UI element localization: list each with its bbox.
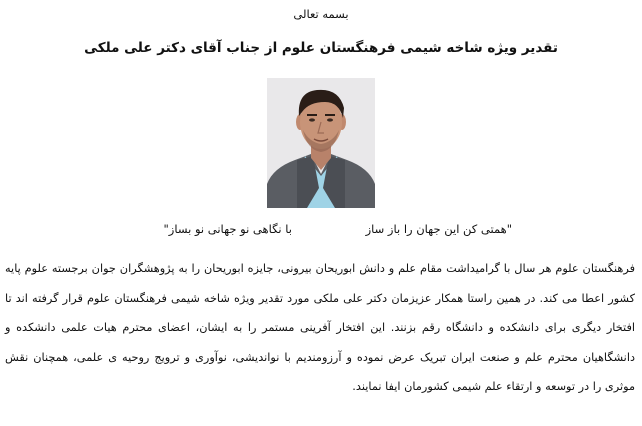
portrait-icon	[267, 78, 375, 208]
right-eye-shape	[327, 118, 333, 121]
poem-verse-1: "همتی کن این جهان را باز ساز	[365, 222, 512, 236]
bismillah-heading: بسمه تعالی	[293, 7, 349, 21]
poem-line	[0, 219, 642, 239]
body-paragraph-block	[5, 254, 635, 402]
poem-verse-2: با نگاهی نو جهانی نو بساز"	[163, 222, 292, 236]
left-eye-shape	[309, 118, 315, 121]
body-paragraph: فرهنگستان علوم هر سال با گرامیداشت مقام علم و دانش ابوریحان بیرونی، جایزه ابوریحان را به پژوهشگران جوان برجسته علوم پایه کشور اعطا می کند. در همین راستا همکار عزیزمان دکتر علی ملکی مورد تقدیر ویژه شاخه شیمی فرهنگستان علوم قرار گرفته اند تا افتخار دیگری برای دانشکده و دانشگاه رقم بزنند. این افتخار آفرینی مستمر را به ایشان، اعضای محترم هیات علمی دانشکده و دانشگاهیان محترم علم و صنعت ایران تبریک عرض نموده و آرزومندیم با نواندیشی، نوآوری و ترویج روحیه ی علمی، همچنان نقش موثری را در توسعه و ارتقاء علم شیمی کشورمان ایفا نمایند.	[5, 262, 635, 393]
portrait-photo	[267, 78, 375, 208]
page-title: تقدیر ویژه شاخه شیمی فرهنگستان علوم از جناب آقای دکتر علی ملکی	[84, 40, 558, 56]
left-eyebrow-shape	[307, 114, 317, 116]
right-eyebrow-shape	[325, 114, 335, 116]
